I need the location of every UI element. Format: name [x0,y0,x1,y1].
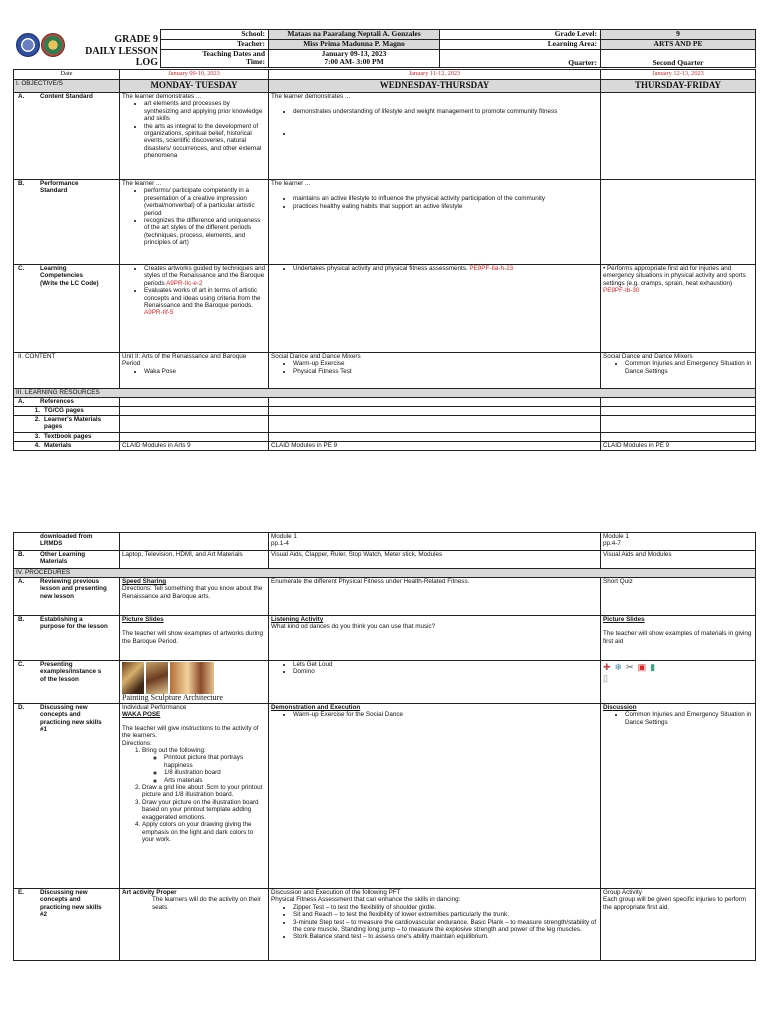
tb-num: 3. [34,433,40,440]
proc-a-pe: Enumerate the different Physical Fitness under Health-Related Fitness. [269,578,601,616]
area-label: Learning Area: [440,40,601,50]
content-arts [120,353,269,389]
other-label-2: Materials [40,558,68,566]
content-arts-title: Unit II: Arts of the Renaissance and Baroque Period [122,353,247,368]
ps-arts-intro: The learner ... [122,180,162,187]
cs-pe-intro: The learner demonstrates ... [271,93,351,100]
objectives-label: I. OBJECTIVE/S [14,80,120,93]
day-2-header: WEDNESDAY-THURSDAY [269,80,601,93]
music-item: • Lets Get Loud [293,661,598,668]
cs-arts-bullet: • art elements and processes by synthesizing and applying prior knowledge and skills [144,100,266,122]
content-pe-bullet: • Physical Fitness Test [293,368,598,375]
proc-a-letter: A. [18,578,25,585]
competency-arts [120,265,269,353]
dll-page-1 [0,0,768,490]
proc-a-arts: Speed Sharing Directions: Tell something that you know about the Renaissance and Baroque arts. [120,578,269,616]
image-captions: Painting Sculpture Architecture [122,693,223,702]
architecture-image [170,662,214,694]
perf-standard-label-2: Standard [40,187,68,195]
mat-num: 4. [34,442,40,449]
other-arts: Laptop, Television, HDMI, and Art Materials [120,551,269,569]
proc-c-day3 [601,661,756,704]
materials-day3: CLAID Modules in PE 9 [601,442,756,451]
content-standard-letter: A. [18,93,25,100]
other-day3: Visual Aids and Modules [601,551,756,569]
proc-b-label: Establishing a purpose for the lesson [40,616,108,631]
cs-arts-intro: The learner demonstrates ... [122,93,202,100]
lrmds-day3: Module 1 pp.4-7 [601,533,756,551]
header-table [160,29,756,68]
proc-c-pe [269,661,601,704]
proc-b-arts: Picture Slides The teacher will show examples of artworks during the Baroque Period. [120,616,269,661]
ps-pe-intro: The learner ... [271,180,311,187]
cs-pe-bullet: • demonstrates understanding of lifestyle and weight management to promote community fitness [293,108,598,115]
content-pe-title: Social Dance and Dance Mixers [271,353,361,360]
lm-label-2: pages [44,423,63,431]
content-standard-arts [120,93,269,180]
first-aid-kit-icon: ▣ [637,662,647,672]
quarter-label: Quarter: [440,50,601,68]
competency-pe [269,265,601,353]
other-pe: Visual Aids, Clapper, Ruler, Stop Watch, Meter stick, Modules [269,551,601,569]
lm-num: 2. [34,416,40,423]
proc-c-letter: C. [18,661,25,668]
other-label-1: Other Learning [40,551,86,558]
perf-standard-letter: B. [18,180,25,187]
materials-pe: CLAID Modules in PE 9 [269,442,601,451]
dates-label-2: Time: [245,57,265,66]
date-label: Date [14,70,120,80]
lrmds-label-2: LRMDS [40,540,63,548]
other-letter: B. [18,551,25,558]
area-value: ARTS AND PE [601,40,756,50]
sculpture-image [146,662,168,694]
proc-e-arts: Art activity Proper The learners will do the activity on their seats. [120,889,269,961]
ps-arts-bullet: • recognizes the difference and uniqueness of the art styles of the different periods (techniques, process, elements, and principles of art) [144,217,266,247]
lrmds-label-1: downloaded from [40,533,93,540]
deped-seal-icon [16,33,40,57]
references-label: References [40,398,74,405]
proc-d-arts: Individual Performance WAKA POSE The teacher will give instructions to the activity of the learners. Directions: 1. Bring out the following: ◦ Printout picture that portrays happiness ◦ 1/8 illustration board ◦ Arts materials 2. Draw a grid line about .5cm to your printout picture and 1/8 illustration board. 3. Draw your picture on the illustration board based on your printout template adding exaggerated emotions. 4. Apply colors on your drawing giving the emphasis on the light and dark colors to your work. [120,704,269,889]
mat-label: Materials [44,442,72,449]
lc-code: A9PR-IIc-e-2 [166,279,203,287]
bandage-icon: ✚ [603,662,611,672]
competency-day3 [601,265,756,353]
content-day3-title: Social Dance and Dance Mixers [603,353,693,360]
lesson-table-page-2 [13,532,756,961]
day-1-header: MONDAY- TUESDAY [120,80,269,93]
painting-image [122,662,144,694]
content-standard-label: Content Standard [40,93,93,100]
content-day3-bullet: • Common Injuries and Emergency Situation in Dance Settings [625,360,753,375]
comp-arts-bullet: • Creates artworks guided by techniques and styles of the Renaissance and the Baroque periods A9PR-IIc-e-2 [144,265,266,287]
proc-a-label: Reviewing previous lesson and presenting new lesson [40,578,107,600]
lesson-table-page-1 [13,69,756,451]
lc-code: PE9PF-Ib-30 [603,287,640,295]
title-dll-1: DAILY LESSON [85,46,158,57]
proc-c-arts [120,661,269,704]
page-gap [0,490,768,500]
content-label: II. CONTENT [14,353,120,389]
lm-label-1: Learner's Materials [44,416,102,423]
date-3: January 12-13, 2023 [601,70,756,80]
school-label: School: [161,30,269,40]
quarter-value: Second Quarter [601,50,756,68]
gauze-icon: ▯ [603,673,608,684]
proc-e-label: Discussing new concepts and practicing new skills #2 [40,889,102,919]
title-grade: GRADE 9 [114,34,158,45]
comp-day3-text: • Performs appropriate first aid for injuries and emergency situations in physical activity and sports settings (e.g. cramps, sprain, heat exhaustion) PE9PF-Ib-30 [603,265,746,295]
content-arts-bullet: • Waka Pose [144,368,266,375]
teacher-value: Miss Prima Madonna P. Magno [269,40,440,50]
school-seal-icon [41,33,65,57]
comp-arts-bullet: • Evaluates works of art in terms of artistic concepts and ideas using criteria from the Renaissance and the Baroque periods. A9PR-IIf-5 [144,287,266,317]
proc-b-pe: Listening Activity What kind od dances do you think you can use that music? [269,616,601,661]
comp-pe-bullet: • Undertakes physical activity and physical fitness assessments. PE9PF-IIa-h-23 [293,265,598,272]
competency-label-2: Competencies [40,272,84,280]
cs-arts-bullet: • the arts as integral to the development of organizations, spiritual belief, historical events, scientific discoveries, natural disasters/ occurrences, and other external phenomena [144,123,266,160]
proc-d-label: Discussing new concepts and practicing new skills #1 [40,704,102,734]
proc-a-day3: Short Quiz [601,578,756,616]
music-item: • Domino [293,668,598,675]
proc-e-day3: Group Activity Each group will be given specific injuries to perform the appropriate first aid. [601,889,756,961]
dates-label-1: Teaching Dates and [202,49,265,58]
procedures-label: IV. PROCEDURES [14,569,756,578]
resources-label: III. LEARNING RESOURCES [14,389,756,398]
ice-pack-icon: ❄ [614,662,623,672]
content-day3 [601,353,756,389]
tb-label: Textbook pages [44,433,92,440]
proc-b-letter: B. [18,616,25,623]
lc-code: A9PR-IIf-5 [144,309,174,317]
title-dll-2: LOG [135,57,158,68]
lrmds-pe: Module 1 pp.1-4 [269,533,601,551]
content-standard-pe [269,93,601,180]
dates-value: January 09-13, 2023 [321,49,387,58]
bottle-icon: ▮ [650,662,656,672]
grade-label: Grade Level: [440,30,601,40]
perf-standard-arts [120,180,269,265]
date-2: January 11-12, 2023 [269,70,601,80]
proc-b-day3: Picture Slides The teacher will show examples of materials in giving first aid [601,616,756,661]
proc-d-day3: Discussion • Common Injuries and Emergency Situation in Dance Settings [601,704,756,889]
content-pe-bullet: • Warm-up Exercise [293,360,598,367]
grade-value: 9 [601,30,756,40]
proc-d-letter: D. [18,704,25,711]
ps-pe-bullet: • maintains an active lifestyle to influence the physical activity participation of the community [293,195,598,202]
lc-code: PE9PF-IIa-h-23 [469,265,514,272]
cs-pe-empty-bullet [293,130,598,137]
proc-d-pe: Demonstration and Execution • Warm-up Exercise for the Social Dance [269,704,601,889]
perf-standard-label-1: Performance [40,180,79,187]
competency-label-1: Learning [40,265,67,272]
tg-label: TG/CG pages [44,407,84,414]
competency-letter: C. [18,265,25,272]
proc-e-pe: Discussion and Execution of the following PFT Physical Fitness Assessment that can enhance the skills in dancing: • Zipper Test – to test the flexibility of shoulder girdle. • Sit and Reach – to test the flexibility of lower extremities particularly the trunk. • 3-minute Step test – to measure the cardiovascular endurance. Basic Plank – to measure strength/stability of the core muscle. Standing long jump – to measure the explosive strength and power of the leg muscles. • Stork Balance stand test – to assess one's ability maintain equilibrium. [269,889,601,961]
ps-arts-bullet: • performs/ participate competently in a presentation of a creative impression (verbal/nonverbal) of a particular artistic period [144,187,266,217]
school-value: Mataas na Paaralang Neptali A. Gonzales [269,30,440,40]
tg-num: 1. [34,407,40,414]
content-standard-day3 [601,93,756,180]
content-pe [269,353,601,389]
dll-page-2 [0,500,768,1024]
proc-e-letter: E. [18,889,24,896]
teacher-label: Teacher: [161,40,269,50]
perf-standard-pe [269,180,601,265]
perf-standard-day3 [601,180,756,265]
date-1: January 09-10, 2023 [120,70,269,80]
ps-pe-bullet: • practices healthy eating habits that support an active lifestyle [293,203,598,210]
scissors-icon: ✂ [626,662,634,672]
time-value: 7:00 AM- 3:00 PM [324,57,384,66]
materials-arts: CLAID Modules in Arts 9 [120,442,269,451]
day-3-header: THURSDAY-FRIDAY [601,80,756,93]
proc-c-label: Presenting examples/instance s of the lesson [40,661,102,683]
competency-label-3: (Write the LC Code) [40,279,99,287]
references-letter: A. [18,398,25,405]
